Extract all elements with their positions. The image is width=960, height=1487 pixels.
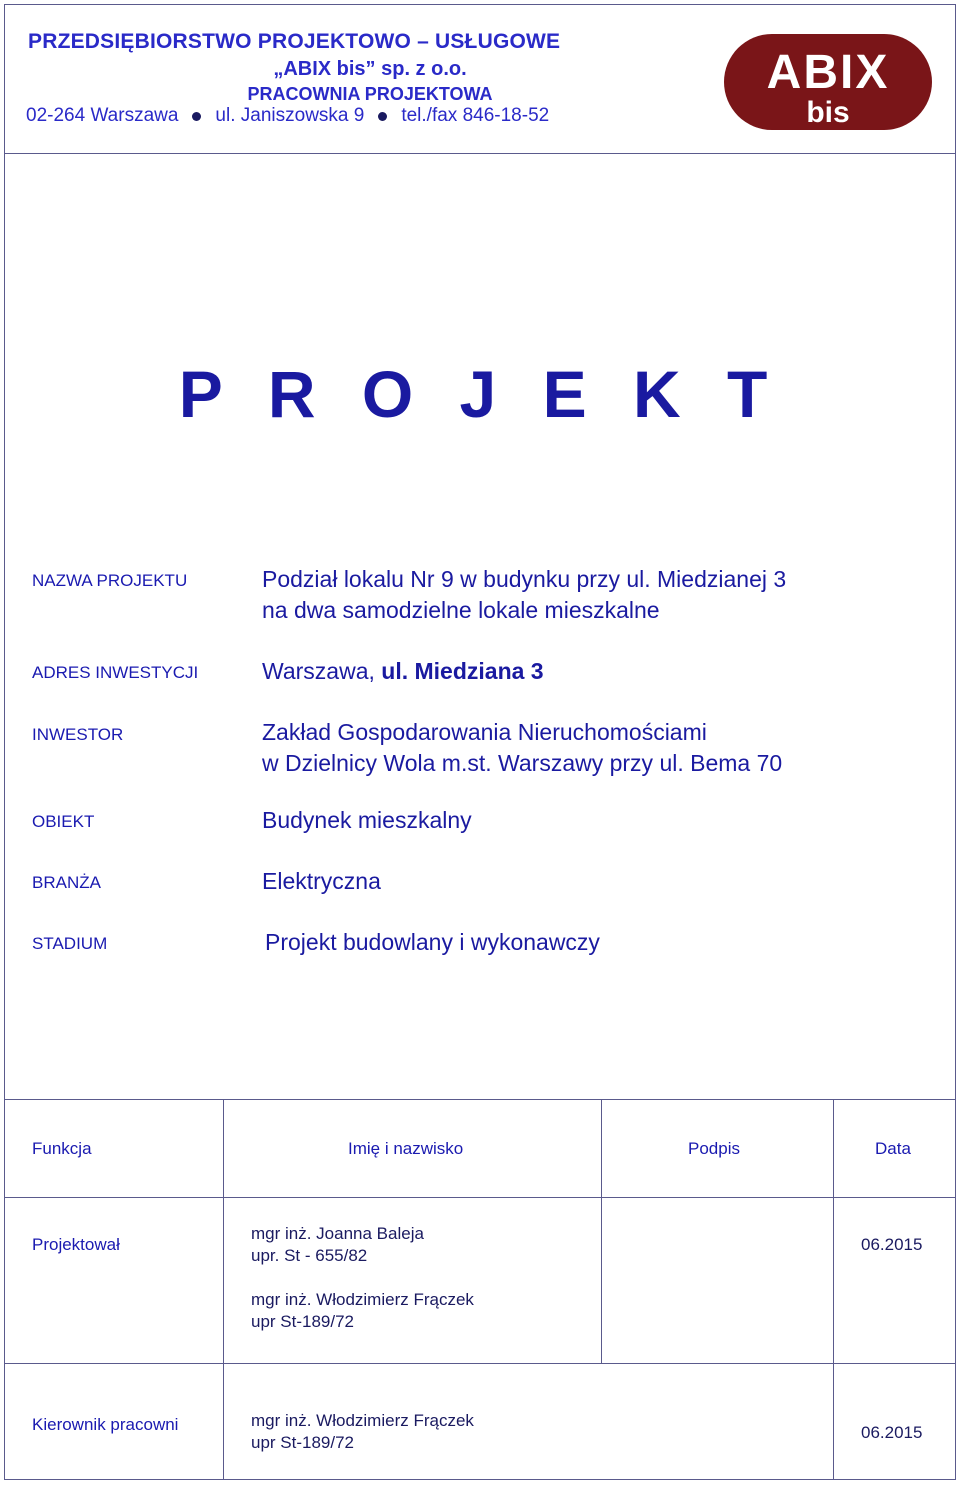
row2-date: 06.2015 [861, 1423, 923, 1442]
address-bold: ul. Miedziana 3 [381, 658, 544, 684]
row1-date: 06.2015 [861, 1235, 923, 1254]
company-logo [718, 30, 936, 134]
logo-text-bottom: bis [806, 96, 850, 129]
object-value: Budynek mieszkalny [262, 807, 472, 833]
page-title: P R O J E K T [178, 357, 782, 431]
investor-line2: w Dzielnicy Wola m.st. Warszawy przy ul. Bema 70 [262, 750, 783, 776]
address-street: ul. Janiszowska 9 [215, 105, 365, 126]
row2-name-line1: mgr inż. Włodzimierz Frączek [251, 1411, 474, 1430]
table-header-name: Imię i nazwisko [348, 1139, 464, 1158]
company-legal-name: „ABIX bis” sp. z o.o. [273, 58, 467, 80]
address-plain: Warszawa, [262, 658, 382, 684]
row1-name1-line1: mgr inż. Joanna Baleja [251, 1224, 424, 1243]
company-name: PRZEDSIĘBIORSTWO PROJEKTOWO – USŁUGOWE [28, 30, 561, 53]
investor-label: INWESTOR [32, 725, 124, 744]
row2-function: Kierownik pracowni [32, 1415, 179, 1434]
row1-name2-line1: mgr inż. Włodzimierz Frączek [251, 1290, 474, 1309]
investor-line1: Zakład Gospodarowania Nieruchomościami [262, 719, 707, 745]
address-phone: tel./fax 846-18-52 [401, 105, 550, 126]
bullet-icon [378, 112, 387, 121]
row1-function: Projektował [32, 1235, 120, 1254]
row2-name-line2: upr St-189/72 [251, 1433, 355, 1452]
branch-value: Elektryczna [262, 868, 381, 894]
project-name-line2: na dwa samodzielne lokale mieszkalne [262, 597, 660, 623]
table-header-date: Data [875, 1139, 911, 1158]
header-divider [4, 153, 956, 154]
row1-name1-line2: upr. St - 655/82 [251, 1246, 368, 1265]
table-header-function: Funkcja [32, 1139, 92, 1158]
object-label: OBIEKT [32, 812, 95, 831]
address-label: ADRES INWESTYCJI [32, 663, 199, 682]
table-header-divider [4, 1197, 956, 1198]
row1-name2-line2: upr St-189/72 [251, 1312, 355, 1331]
table-col-divider [833, 1099, 834, 1480]
table-header-signature: Podpis [688, 1139, 740, 1158]
stage-value: Projekt budowlany i wykonawczy [265, 929, 600, 955]
stage-label: STADIUM [32, 934, 108, 953]
table-top-border [4, 1099, 956, 1100]
company-division: PRACOWNIA PROJEKTOWA [247, 84, 493, 104]
logo-text-top: ABIX [766, 46, 890, 99]
company-address [26, 105, 549, 127]
address-value [262, 656, 544, 687]
branch-label: BRANŻA [32, 873, 101, 892]
table-col-divider [601, 1099, 602, 1363]
address-city: 02-264 Warszawa [26, 105, 179, 126]
table-row-divider [4, 1363, 956, 1364]
bullet-icon [192, 112, 201, 121]
table-col-divider [223, 1099, 224, 1480]
project-name-label: NAZWA PROJEKTU [32, 571, 188, 590]
project-name-line1: Podział lokalu Nr 9 w budynku przy ul. Miedzianej 3 [262, 566, 787, 592]
